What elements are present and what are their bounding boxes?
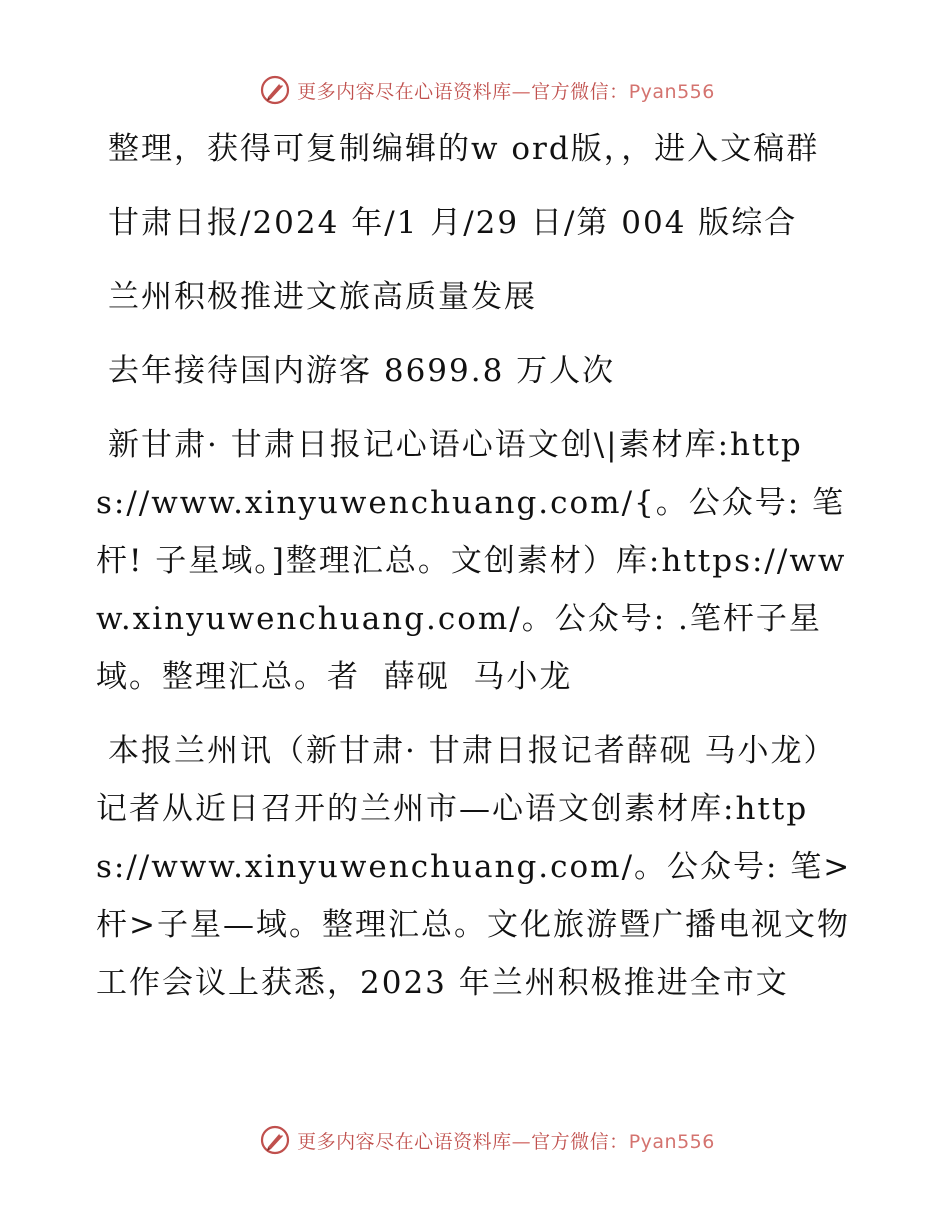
- footer-banner-main: 更多内容尽在心语资料库: [297, 1130, 512, 1153]
- paragraph-body: 本报兰州讯（新甘肃· 甘肃日报记者薛砚 马小龙）记者从近日召开的兰州市—心语文创素材库:https://www.xinyuwenchuang.com/。公众号: 笔>杆>子星—域。整理汇总。文化旅游暨广播电视文物工作会议上获悉，2023 年兰州积极推进全市文: [96, 733, 852, 1001]
- document-body: [96, 120, 856, 1028]
- footer-banner-text: [297, 1127, 715, 1154]
- paragraph-subheadline: 去年接待国内游客 8699.8 万人次: [108, 353, 616, 389]
- header-banner: [0, 70, 950, 110]
- header-banner-main: 更多内容尽在心语资料库: [297, 80, 512, 103]
- header-banner-content: [259, 74, 715, 106]
- header-banner-text: [297, 77, 715, 104]
- pen-logo-icon: [259, 1124, 291, 1156]
- paragraph-byline: 新甘肃· 甘肃日报记心语心语文创\|素材库:https://www.xinyuwenchuang.com/{。公众号: 笔杆! 子星域。]整理汇总。文创素材）库:https://www.xinyuwenchuang.com/。公众号: .笔杆子星域。整理汇总。者 薛砚 马小龙: [96, 427, 847, 695]
- header-banner-dash: —: [511, 80, 532, 103]
- paragraph-headline: 兰州积极推进文旅高质量发展: [108, 279, 537, 315]
- header-banner-official: 官方微信：: [531, 80, 629, 103]
- paragraph-intro: 整理，获得可复制编辑的w ord版，，进入文稿群: [108, 131, 820, 167]
- paragraph-source: 甘肃日报/2024 年/1 月/29 日/第 004 版综合: [108, 205, 798, 241]
- footer-banner: [0, 1120, 950, 1160]
- footer-banner-dash: —: [511, 1130, 532, 1153]
- pen-logo-icon: [259, 74, 291, 106]
- footer-banner-content: [259, 1124, 715, 1156]
- footer-banner-handle: Pyan556: [628, 1130, 715, 1153]
- header-banner-handle: Pyan556: [628, 80, 715, 103]
- footer-banner-official: 官方微信：: [531, 1130, 629, 1153]
